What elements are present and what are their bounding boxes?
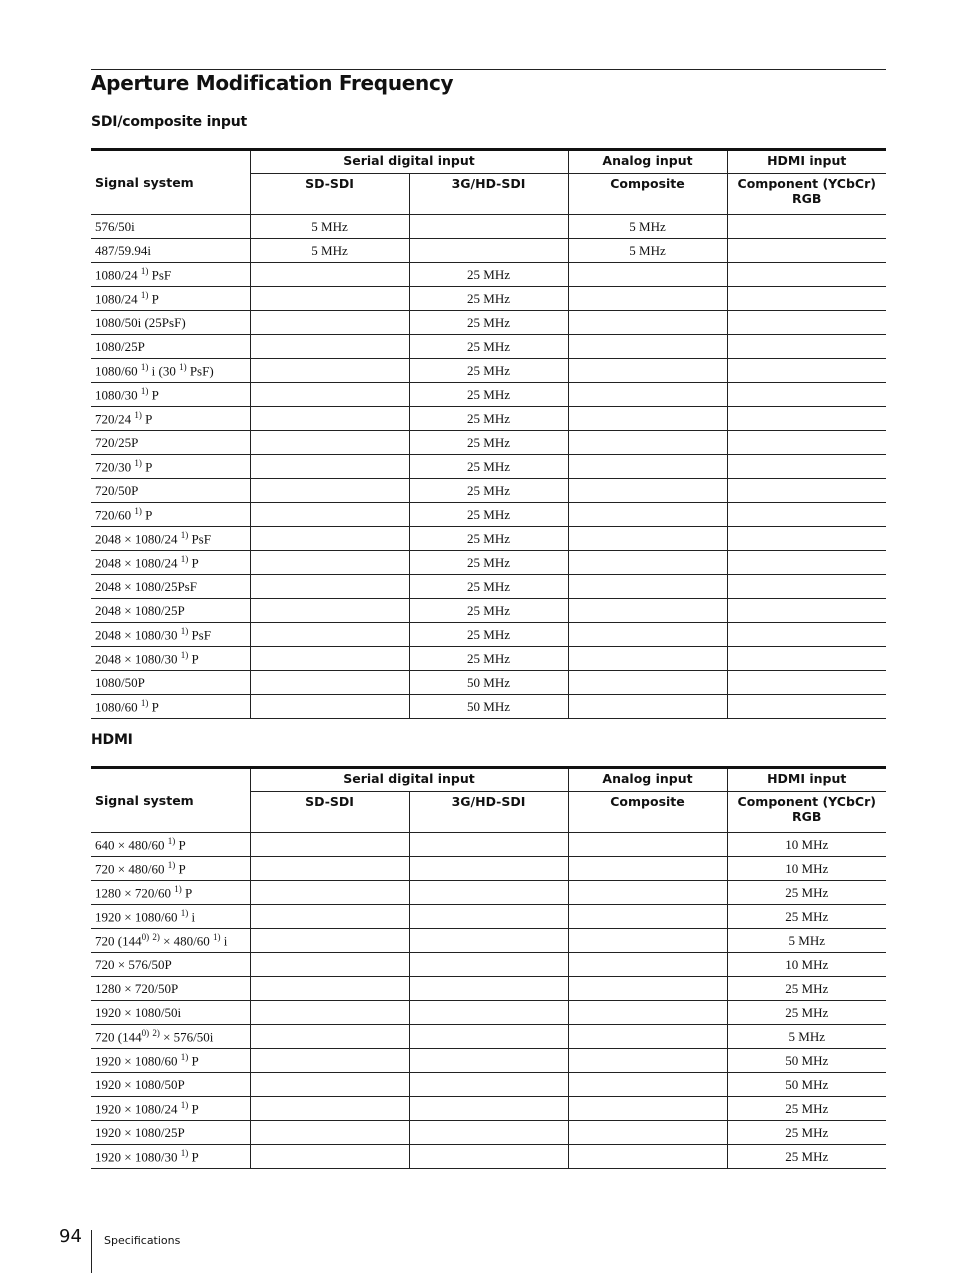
group-header-analog: Analog input — [568, 150, 727, 174]
frequency-cell: 25 MHz — [409, 647, 568, 671]
table-row — [91, 1001, 886, 1025]
frequency-cell — [250, 1049, 409, 1073]
frequency-cell — [568, 263, 727, 287]
table-row — [91, 1121, 886, 1145]
frequency-cell — [727, 359, 886, 383]
table-row — [91, 905, 886, 929]
table-row — [91, 407, 886, 431]
signal-system-cell: 720/25P — [91, 431, 250, 455]
signal-system-cell: 1920 × 1080/24 $^{1)}$ P — [91, 1097, 250, 1121]
frequency-cell: 25 MHz — [409, 359, 568, 383]
frequency-cell — [250, 287, 409, 311]
frequency-cell — [727, 647, 886, 671]
frequency-cell — [568, 929, 727, 953]
frequency-cell: 25 MHz — [727, 905, 886, 929]
frequency-cell — [250, 335, 409, 359]
footer-divider — [91, 1230, 92, 1273]
frequency-cell — [250, 1145, 409, 1169]
frequency-cell — [568, 503, 727, 527]
signal-system-cell: 2048 × 1080/25P — [91, 599, 250, 623]
frequency-cell — [568, 383, 727, 407]
frequency-cell: 25 MHz — [727, 977, 886, 1001]
table-row — [91, 335, 886, 359]
frequency-cell: 5 MHz — [568, 215, 727, 239]
frequency-cell — [568, 905, 727, 929]
frequency-cell — [568, 881, 727, 905]
frequency-cell — [727, 551, 886, 575]
frequency-cell — [568, 1025, 727, 1049]
signal-system-cell: 1080/60 $^{1)}$ i (30 $^{1)}$ PsF) — [91, 359, 250, 383]
frequency-cell — [250, 527, 409, 551]
frequency-cell — [409, 1121, 568, 1145]
signal-system-cell: 720 (144$^{0)}$ $^{2)}$ × 576/50i — [91, 1025, 250, 1049]
frequency-cell — [568, 407, 727, 431]
frequency-cell — [250, 1097, 409, 1121]
frequency-cell — [250, 1073, 409, 1097]
frequency-cell: 50 MHz — [727, 1073, 886, 1097]
table-body — [91, 833, 886, 1169]
frequency-cell — [250, 695, 409, 719]
table-row — [91, 695, 886, 719]
section-title-sdi: SDI/composite input — [91, 114, 248, 130]
group-header-hdmi: HDMI input — [727, 768, 886, 792]
frequency-cell — [568, 287, 727, 311]
frequency-cell — [250, 1025, 409, 1049]
signal-system-cell: 720 (144$^{0)}$ $^{2)}$ × 480/60 $^{1)}$ i — [91, 929, 250, 953]
signal-system-cell: 1080/30 $^{1)}$ P — [91, 383, 250, 407]
frequency-cell — [727, 239, 886, 263]
signal-system-header: Signal system — [91, 150, 250, 215]
frequency-cell — [409, 1001, 568, 1025]
frequency-cell — [568, 1121, 727, 1145]
table-row — [91, 359, 886, 383]
frequency-cell: 25 MHz — [727, 1001, 886, 1025]
signal-system-cell: 1080/50P — [91, 671, 250, 695]
frequency-cell — [568, 1073, 727, 1097]
table-row — [91, 1025, 886, 1049]
signal-system-cell: 2048 × 1080/24 $^{1)}$ P — [91, 551, 250, 575]
signal-system-cell: 720 × 576/50P — [91, 953, 250, 977]
frequency-cell: 10 MHz — [727, 833, 886, 857]
table-row — [91, 1145, 886, 1169]
table-row — [91, 383, 886, 407]
signal-system-cell: 1080/50i (25PsF) — [91, 311, 250, 335]
frequency-cell: 5 MHz — [727, 929, 886, 953]
frequency-cell — [409, 215, 568, 239]
frequency-cell — [568, 1049, 727, 1073]
frequency-cell: 25 MHz — [727, 1145, 886, 1169]
table-row — [91, 575, 886, 599]
frequency-cell — [727, 431, 886, 455]
frequency-cell — [568, 575, 727, 599]
frequency-cell: 25 MHz — [409, 599, 568, 623]
frequency-cell — [568, 623, 727, 647]
signal-system-cell: 640 × 480/60 $^{1)}$ P — [91, 833, 250, 857]
frequency-cell — [409, 1145, 568, 1169]
signal-system-cell: 1920 × 1080/50i — [91, 1001, 250, 1025]
table-row — [91, 503, 886, 527]
frequency-cell: 25 MHz — [409, 383, 568, 407]
frequency-cell — [568, 1145, 727, 1169]
table-row — [91, 263, 886, 287]
frequency-cell — [409, 1097, 568, 1121]
subheader-sd-sdi: SD-SDI — [250, 792, 409, 833]
frequency-cell — [727, 527, 886, 551]
signal-system-cell: 2048 × 1080/30 $^{1)}$ P — [91, 647, 250, 671]
frequency-cell — [409, 977, 568, 1001]
frequency-cell — [568, 311, 727, 335]
table-row — [91, 1049, 886, 1073]
frequency-cell — [250, 623, 409, 647]
table-row — [91, 527, 886, 551]
table-row — [91, 431, 886, 455]
frequency-cell — [409, 833, 568, 857]
frequency-cell — [568, 671, 727, 695]
frequency-cell: 25 MHz — [727, 1097, 886, 1121]
frequency-cell — [568, 1001, 727, 1025]
frequency-cell — [250, 929, 409, 953]
signal-system-cell: 1280 × 720/50P — [91, 977, 250, 1001]
signal-system-cell: 720/50P — [91, 479, 250, 503]
frequency-cell — [250, 833, 409, 857]
frequency-cell — [250, 311, 409, 335]
frequency-cell — [568, 335, 727, 359]
footer-section-label: Specifications — [104, 1234, 181, 1247]
frequency-cell — [250, 575, 409, 599]
frequency-cell — [250, 479, 409, 503]
frequency-cell — [409, 1073, 568, 1097]
subheader-component-rgb: Component (YCbCr) RGB — [727, 792, 886, 833]
frequency-cell: 5 MHz — [250, 215, 409, 239]
frequency-cell — [409, 953, 568, 977]
signal-system-cell: 1080/60 $^{1)}$ P — [91, 695, 250, 719]
frequency-cell — [250, 671, 409, 695]
table-row — [91, 671, 886, 695]
table-row — [91, 647, 886, 671]
frequency-cell: 25 MHz — [727, 1121, 886, 1145]
signal-system-header: Signal system — [91, 768, 250, 833]
table-row — [91, 1097, 886, 1121]
frequency-cell — [568, 527, 727, 551]
frequency-cell: 50 MHz — [727, 1049, 886, 1073]
signal-system-cell: 720/30 $^{1)}$ P — [91, 455, 250, 479]
frequency-cell — [409, 1049, 568, 1073]
signal-system-cell: 2048 × 1080/30 $^{1)}$ PsF — [91, 623, 250, 647]
table-row — [91, 311, 886, 335]
frequency-cell — [727, 335, 886, 359]
frequency-cell: 25 MHz — [409, 575, 568, 599]
frequency-cell: 25 MHz — [409, 455, 568, 479]
subheader-composite: Composite — [568, 792, 727, 833]
frequency-cell — [250, 551, 409, 575]
subheader-sd-sdi: SD-SDI — [250, 174, 409, 215]
frequency-cell — [409, 857, 568, 881]
frequency-cell — [727, 671, 886, 695]
frequency-cell — [727, 503, 886, 527]
group-header-serial-digital: Serial digital input — [250, 768, 568, 792]
frequency-cell — [250, 953, 409, 977]
frequency-cell — [568, 551, 727, 575]
frequency-cell: 25 MHz — [409, 527, 568, 551]
signal-system-cell: 487/59.94i — [91, 239, 250, 263]
table-row — [91, 239, 886, 263]
frequency-cell — [409, 881, 568, 905]
frequency-cell — [250, 359, 409, 383]
frequency-cell — [568, 833, 727, 857]
signal-system-cell: 720 × 480/60 $^{1)}$ P — [91, 857, 250, 881]
signal-system-cell: 1920 × 1080/25P — [91, 1121, 250, 1145]
signal-system-cell: 1280 × 720/60 $^{1)}$ P — [91, 881, 250, 905]
signal-system-cell: 1080/25P — [91, 335, 250, 359]
frequency-cell — [568, 977, 727, 1001]
sdi-composite-table — [91, 148, 886, 719]
frequency-cell — [250, 383, 409, 407]
section-title-hdmi: HDMI — [91, 732, 133, 748]
frequency-cell — [409, 905, 568, 929]
frequency-cell — [568, 455, 727, 479]
frequency-cell — [727, 215, 886, 239]
frequency-cell — [727, 311, 886, 335]
frequency-cell: 5 MHz — [250, 239, 409, 263]
signal-system-cell: 1080/24 $^{1)}$ P — [91, 287, 250, 311]
table-row — [91, 551, 886, 575]
subheader-composite: Composite — [568, 174, 727, 215]
frequency-cell: 10 MHz — [727, 857, 886, 881]
frequency-cell — [250, 1121, 409, 1145]
hdmi-table — [91, 766, 886, 1169]
table-row — [91, 479, 886, 503]
signal-system-cell: 720/24 $^{1)}$ P — [91, 407, 250, 431]
signal-system-cell: 1920 × 1080/30 $^{1)}$ P — [91, 1145, 250, 1169]
table-row — [91, 455, 886, 479]
frequency-cell — [250, 599, 409, 623]
signal-system-cell: 1920 × 1080/60 $^{1)}$ i — [91, 905, 250, 929]
page-number: 94 — [59, 1226, 82, 1247]
frequency-cell — [568, 857, 727, 881]
frequency-cell — [568, 953, 727, 977]
frequency-cell — [409, 929, 568, 953]
frequency-cell: 25 MHz — [409, 623, 568, 647]
frequency-cell — [568, 479, 727, 503]
frequency-cell — [250, 1001, 409, 1025]
table-row — [91, 833, 886, 857]
subheader-component-rgb: Component (YCbCr) RGB — [727, 174, 886, 215]
frequency-cell: 5 MHz — [568, 239, 727, 263]
signal-system-cell: 1080/24 $^{1)}$ PsF — [91, 263, 250, 287]
frequency-cell — [250, 263, 409, 287]
table-row — [91, 929, 886, 953]
frequency-cell — [250, 407, 409, 431]
frequency-cell — [727, 383, 886, 407]
frequency-cell — [250, 881, 409, 905]
frequency-cell — [727, 599, 886, 623]
frequency-cell — [568, 1097, 727, 1121]
table-row — [91, 287, 886, 311]
frequency-cell: 5 MHz — [727, 1025, 886, 1049]
frequency-cell: 10 MHz — [727, 953, 886, 977]
frequency-cell — [250, 647, 409, 671]
frequency-cell — [727, 455, 886, 479]
frequency-cell: 25 MHz — [727, 881, 886, 905]
frequency-cell — [568, 431, 727, 455]
frequency-cell: 25 MHz — [409, 407, 568, 431]
page-title: Aperture Modification Frequency — [91, 71, 454, 95]
frequency-cell — [568, 599, 727, 623]
table-row — [91, 1073, 886, 1097]
frequency-cell — [250, 455, 409, 479]
table-row — [91, 215, 886, 239]
signal-system-cell: 720/60 $^{1)}$ P — [91, 503, 250, 527]
frequency-cell: 25 MHz — [409, 431, 568, 455]
frequency-cell — [727, 479, 886, 503]
table-row — [91, 623, 886, 647]
signal-system-cell: 1920 × 1080/50P — [91, 1073, 250, 1097]
frequency-cell — [250, 977, 409, 1001]
frequency-cell — [409, 1025, 568, 1049]
signal-system-cell: 2048 × 1080/24 $^{1)}$ PsF — [91, 527, 250, 551]
frequency-cell: 25 MHz — [409, 551, 568, 575]
frequency-cell — [727, 575, 886, 599]
frequency-cell — [568, 359, 727, 383]
table-row — [91, 857, 886, 881]
group-header-hdmi: HDMI input — [727, 150, 886, 174]
group-header-serial-digital: Serial digital input — [250, 150, 568, 174]
frequency-cell: 25 MHz — [409, 311, 568, 335]
frequency-cell — [250, 503, 409, 527]
table-row — [91, 881, 886, 905]
table-row — [91, 599, 886, 623]
signal-system-cell: 576/50i — [91, 215, 250, 239]
frequency-cell — [250, 905, 409, 929]
frequency-cell — [250, 431, 409, 455]
frequency-cell — [727, 287, 886, 311]
signal-system-cell: 1920 × 1080/60 $^{1)}$ P — [91, 1049, 250, 1073]
table-body — [91, 215, 886, 719]
frequency-cell — [727, 695, 886, 719]
frequency-cell — [727, 407, 886, 431]
group-header-analog: Analog input — [568, 768, 727, 792]
frequency-cell — [250, 857, 409, 881]
frequency-cell: 25 MHz — [409, 335, 568, 359]
frequency-cell — [727, 623, 886, 647]
frequency-cell — [568, 695, 727, 719]
subheader-3g-hd-sdi: 3G/HD-SDI — [409, 792, 568, 833]
frequency-cell: 25 MHz — [409, 479, 568, 503]
table-row — [91, 953, 886, 977]
frequency-cell — [727, 263, 886, 287]
signal-system-cell: 2048 × 1080/25PsF — [91, 575, 250, 599]
frequency-cell — [568, 647, 727, 671]
frequency-cell: 25 MHz — [409, 503, 568, 527]
subheader-3g-hd-sdi: 3G/HD-SDI — [409, 174, 568, 215]
frequency-cell: 50 MHz — [409, 671, 568, 695]
frequency-cell: 25 MHz — [409, 263, 568, 287]
frequency-cell — [409, 239, 568, 263]
frequency-cell: 25 MHz — [409, 287, 568, 311]
table-row — [91, 977, 886, 1001]
frequency-cell: 50 MHz — [409, 695, 568, 719]
